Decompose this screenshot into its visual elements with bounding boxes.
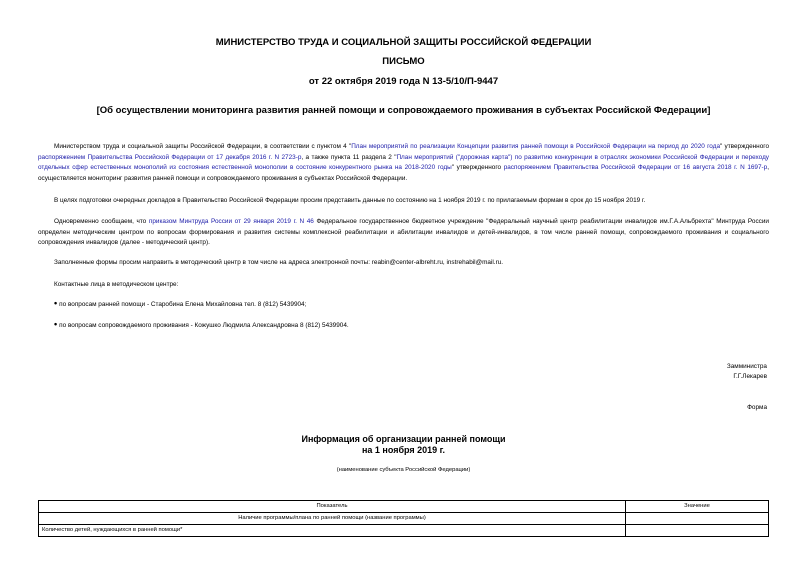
- paragraph-contacts: Контактные лица в методическом центре:: [54, 281, 179, 288]
- ministry-heading: МИНИСТЕРСТВО ТРУДА И СОЦИАЛЬНОЙ ЗАЩИТЫ РОССИЙСКОЙ ФЕДЕРАЦИИ: [215, 37, 592, 48]
- form-label: Форма: [747, 404, 767, 411]
- indicator-table: [38, 500, 769, 537]
- doc-type-heading: ПИСЬМО: [382, 56, 425, 67]
- para1-text-1: Министерством труда и социальной защиты Российской Федерации, в соответствии с пунктом 4 ": [54, 143, 352, 150]
- table-row: [39, 513, 769, 525]
- table-header-value: Значение: [626, 501, 769, 513]
- subject-heading: [Об осуществлении мониторинга развития ранней помощи и сопровождаемого проживания в субъектах Российской Федерации]: [96, 105, 711, 116]
- paragraph-deadline: В целях подготовки очередных докладов в Правительство Российской Федерации просим представить данные по состоянию на 1 ноября 2019 г. по прилагаемым формам в срок до 15 ноября 2019 г.: [54, 197, 646, 204]
- table-cell-value[interactable]: [626, 525, 769, 537]
- form-title-line-1: Информация об организации ранней помощи: [301, 434, 506, 444]
- para1-text-3: , а также пункта 11 раздела 2 ": [301, 153, 397, 161]
- form-subtitle: (наименование субъекта Российской Федерации): [336, 467, 471, 473]
- para1-text-2: " утвержденного: [720, 143, 769, 150]
- link-order-2723[interactable]: распоряжением Правительства Российской Федерации от 17 декабря 2016 г. N 2723-р: [38, 153, 302, 161]
- link-concept-plan[interactable]: План мероприятий по реализации Концепции развития ранней помощи в Российской Федерации на период до 2020 года: [351, 143, 720, 150]
- para1-text-5: , осуществляется мониторинг развития ранней помощи и сопровождаемого проживания в субъектах Российской Федерации.: [38, 164, 770, 182]
- table-row: [39, 525, 769, 537]
- contact-bullet-early-help: [54, 299, 306, 309]
- bullet-text: по вопросам ранней помощи - Старобина Елена Михайловна тел. 8 (812) 5439904;: [59, 301, 307, 308]
- table-cell-value[interactable]: [626, 513, 769, 525]
- paragraph-emails: Заполненные формы просим направить в методический центр в том числе на адреса электронной почты: reabin@center-albreht.ru, instrehabil@mail.ru.: [54, 259, 504, 266]
- signature-block: [727, 362, 767, 382]
- paragraph-method-center: [38, 217, 769, 249]
- bullet-text: по вопросам сопровождаемого проживания - Кожушко Людмила Александровна 8 (812) 5439904.: [59, 322, 349, 329]
- para3-text-2: Федеральное государственное бюджетное учреждение "Федеральный научный центр реабилитации инвалидов им.Г.А.Альбрехта" Минтруда России определен методическим центром по вопросам формирования и развития системы комплексной реабилитации и абилитации инвалидов и детей-инвалидов, в том числе ранней помощи, сопровождаемого проживания и социального сопровождения инвалидов (далее - методический центр).: [38, 218, 770, 246]
- paragraph-intro: [38, 142, 769, 184]
- table-header-row: [39, 501, 769, 513]
- form-title-line-2: на 1 ноября 2019 г.: [361, 445, 446, 455]
- signature-position: Замминистра: [726, 363, 767, 370]
- link-order-46[interactable]: приказом Минтруда России от 29 января 2019 г. N 46: [148, 218, 314, 225]
- table-cell-indicator: Наличие программы/плана по ранней помощи (название программы): [39, 513, 626, 525]
- bullet-dot-icon: •: [54, 298, 58, 308]
- form-title: [0, 434, 807, 456]
- table-cell-indicator: Количество детей, нуждающихся в ранней помощи*: [39, 525, 626, 537]
- link-roadmap-plan[interactable]: План мероприятий ("дорожная карта") по развитию конкуренции в отраслях экономики Российской Федерации и переходу отдельных сфер естественных монополий из состояния естественной монополии в состояние конкурентного рынка на 2018-2020 годы: [38, 153, 769, 171]
- para3-text-1: Одновременно сообщаем, что: [54, 218, 149, 225]
- para1-text-4: " утвержденного: [451, 164, 504, 171]
- date-number-heading: от 22 октября 2019 года N 13-5/10/П-9447: [308, 76, 499, 87]
- link-order-1697[interactable]: распоряжением Правительства Российской Федерации от 16 августа 2018 г. N 1697-р: [503, 164, 768, 171]
- table-header-indicator: Показатель: [39, 501, 626, 513]
- contact-bullet-assisted-living: [54, 320, 349, 330]
- bullet-dot-icon: •: [54, 319, 58, 329]
- signature-name: Г.Г.Лекарев: [733, 373, 767, 380]
